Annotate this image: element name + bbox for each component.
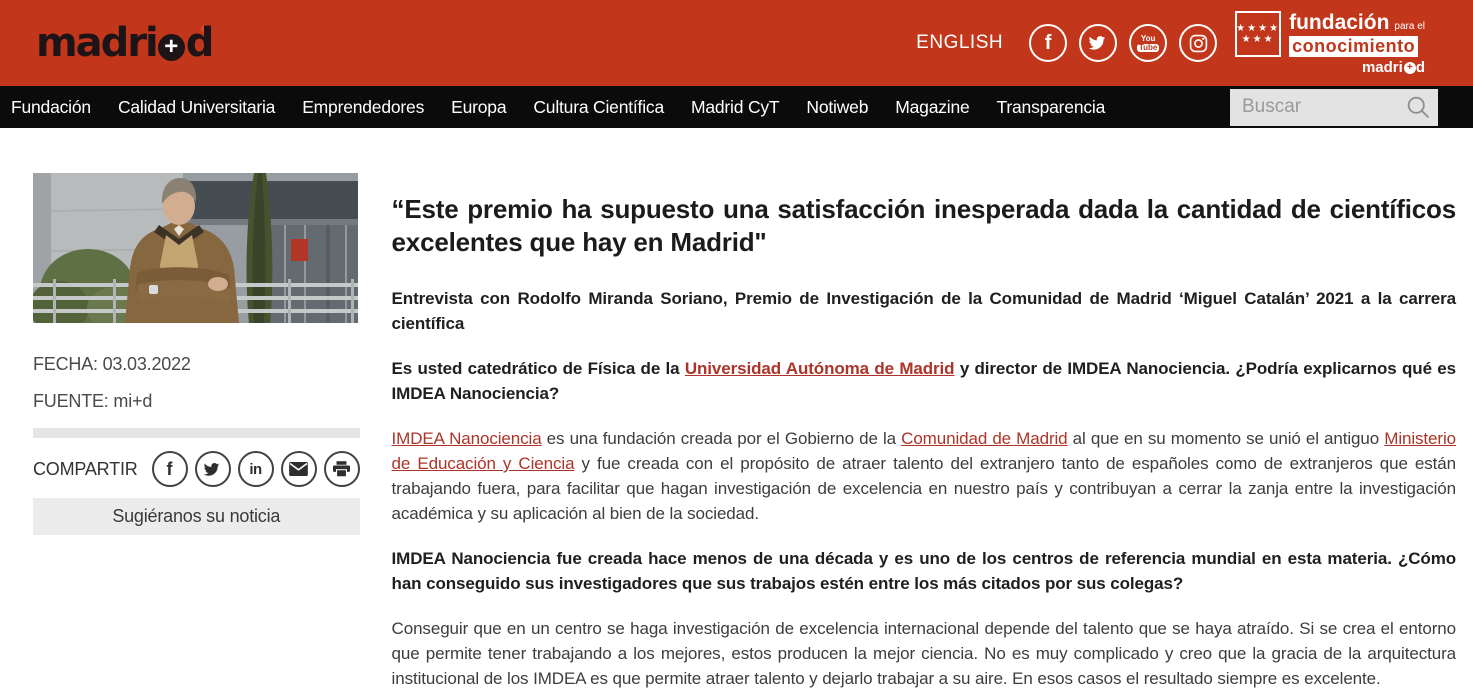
facebook-icon[interactable]: f <box>1029 24 1067 62</box>
article-paragraph: IMDEA Nanociencia fue creada hace menos de una década y es uno de los centros de referencia mundial en esta materia. ¿Cómo han conseguido sus investigadores que sus trabajos estén entre los más citados por sus colegas? <box>391 549 1456 593</box>
inline-link[interactable]: Comunidad de Madrid <box>901 429 1068 448</box>
page-content <box>0 128 1473 698</box>
nav-items <box>11 97 1132 118</box>
search-icon[interactable] <box>1404 93 1432 121</box>
brand-text-right: d <box>185 20 213 66</box>
inline-link[interactable]: Universidad Autónoma de Madrid <box>684 359 955 378</box>
article-photo <box>33 173 358 323</box>
nav-item-2[interactable]: Emprendedores <box>302 96 425 117</box>
fecha-label: FECHA: <box>33 354 98 374</box>
main-navigation <box>0 86 1473 128</box>
inline-link[interactable]: Ministerio de Educación y Ciencia <box>391 429 1457 473</box>
nav-item-4[interactable]: Cultura Científica <box>533 96 664 117</box>
header-right-group <box>916 11 1425 76</box>
share-facebook-icon[interactable]: f <box>152 451 188 487</box>
conocimiento-word: conocimiento <box>1289 36 1418 57</box>
fuente-label: FUENTE: <box>33 391 109 411</box>
article-paragraphs <box>392 286 1456 691</box>
nav-item-7[interactable]: Magazine <box>895 96 970 117</box>
article-paragraph: IMDEA Nanociencia es una fundación creada por el Gobierno de la Comunidad de Madrid al que en su momento se unió el antiguo Ministerio de Educación y Ciencia y fue creada con el propósito de atraer talento del extranjero tanto de españoles como de extranjeros que están trabajando fuera, para facilitar que hagan investigación de excelencia en nuestro país y contribuyan a cerrar la zanja entre la investigación académica y su aplicación al bien de la sociedad. <box>391 429 1457 523</box>
fecha-row <box>33 354 360 375</box>
nav-item-1[interactable]: Calidad Universitaria <box>117 96 276 117</box>
share-linkedin-icon[interactable]: in <box>238 451 274 487</box>
madrid-logo[interactable] <box>36 20 212 66</box>
nav-item-0[interactable]: Fundación <box>11 96 91 117</box>
article-body <box>392 173 1456 698</box>
foundation-word: fundación <box>1289 10 1390 34</box>
youtube-icon[interactable]: You Tube <box>1129 24 1167 62</box>
mini-plus-circle-icon: + <box>1404 62 1416 74</box>
article-title: “Este premio ha supuesto una satisfacción inesperada dada la cantidad de científicos excelentes que hay en Madrid" <box>391 194 1456 257</box>
share-print-icon[interactable] <box>324 451 360 487</box>
share-email-icon[interactable] <box>281 451 317 487</box>
sidebar-divider <box>33 428 360 438</box>
article-sidebar <box>33 173 360 698</box>
brand-text-left: madri <box>36 20 157 66</box>
fuente-value: mi+d <box>113 391 153 411</box>
site-header <box>0 0 1473 86</box>
foundation-small-word: para el <box>1394 20 1425 32</box>
share-twitter-icon[interactable] <box>195 451 231 487</box>
foundation-madrid-word: madri + d <box>1361 58 1425 76</box>
article-paragraph: Es usted catedrático de Física de la Universidad Autónoma de Madrid y director de IMDEA Nanociencia. ¿Podría explicarnos qué es IMDEA Nanociencia? <box>391 359 1456 403</box>
search-box <box>1230 89 1438 126</box>
instagram-icon[interactable] <box>1179 24 1217 62</box>
article-paragraph: Entrevista con Rodolfo Miranda Soriano, Premio de Investigación de la Comunidad de Madrid ‘Miguel Catalán’ 2021 a la carrera científica <box>391 289 1456 333</box>
fundacion-conocimiento-logo[interactable] <box>1235 11 1425 76</box>
twitter-icon[interactable] <box>1079 24 1117 62</box>
language-link[interactable]: ENGLISH <box>916 32 1004 53</box>
nav-item-5[interactable]: Madrid CyT <box>690 96 780 117</box>
share-label: COMPARTIR <box>33 458 138 479</box>
nav-item-3[interactable]: Europa <box>451 96 507 117</box>
inline-link[interactable]: IMDEA Nanociencia <box>391 429 542 448</box>
share-row <box>33 451 360 487</box>
fuente-row <box>33 391 360 412</box>
suggest-news-button[interactable]: Sugiéranos su noticia <box>33 498 360 535</box>
madrid-flag-icon: ★★★★ ★★★ <box>1235 11 1281 57</box>
nav-item-6[interactable]: Notiweb <box>806 96 869 117</box>
article-paragraph: Conseguir que en un centro se haga investigación de excelencia internacional depende del talento que se haya atraído. Si se crea el entorno que permite tener trabajando a los mejores, estos producen la mejor ciencia. No es muy complicado y creo que la gracia de la arquitectura institucional de los IMDEA es que permite atraer talento y dejarlo trabajar a su aire. En esos casos el resultado siempre es excelente. <box>391 619 1456 688</box>
nav-item-8[interactable]: Transparencia <box>996 96 1106 117</box>
article-meta <box>33 354 360 412</box>
plus-circle-icon: + <box>158 34 185 61</box>
fecha-value: 03.03.2022 <box>102 354 191 374</box>
search-input[interactable] <box>1242 96 1404 118</box>
